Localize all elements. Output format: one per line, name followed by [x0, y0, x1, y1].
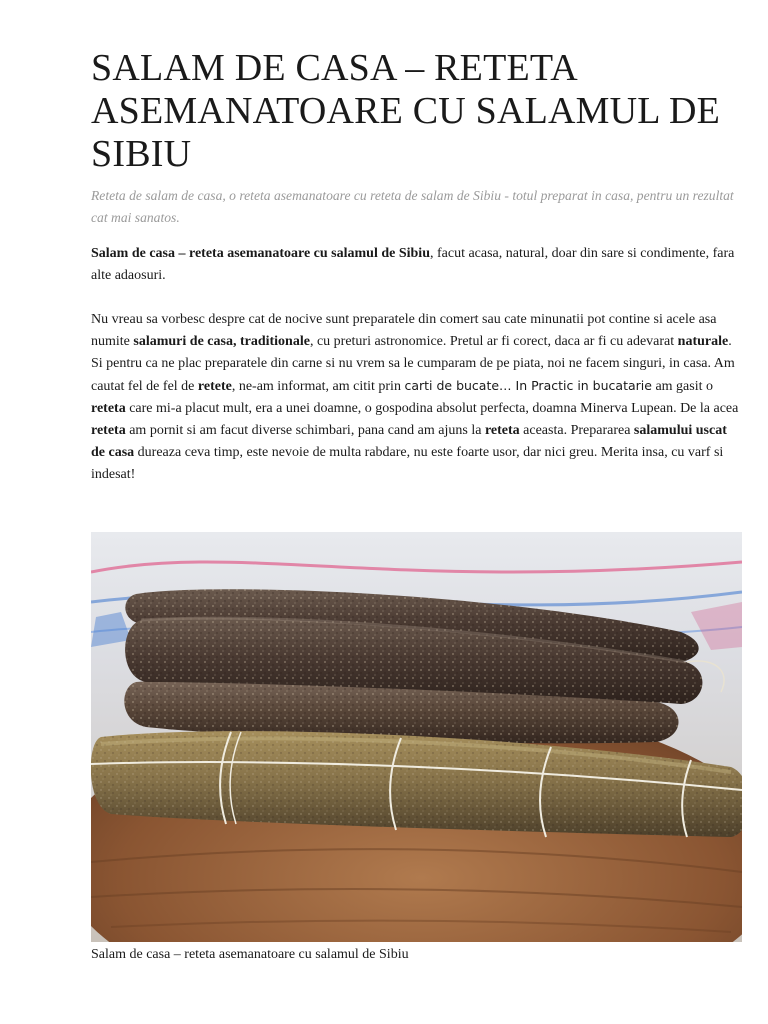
body-bold: reteta — [91, 423, 126, 438]
body-paragraph — [91, 309, 742, 486]
intro-bold: Salam de casa – reteta asemanatoare cu salamul de Sibiu — [91, 246, 430, 261]
body-text: dureaza ceva timp, este nevoie de multa rabdare, nu este foarte usor, dar nici greu. Merita insa, cu varf si indesat! — [91, 445, 724, 482]
body-text: am pornit si am facut diverse schimbari, pana cand am ajuns la — [125, 423, 485, 438]
body-bold: salamuri de casa, traditionale — [133, 334, 310, 349]
body-text: am gasit o — [651, 379, 713, 394]
body-text: Nu vreau sa vorbesc despre cat de nocive sunt preparatele din comert sau cate minunatii pot contine si acele asa numite — [91, 312, 717, 349]
body-bold: naturale — [677, 334, 729, 349]
intro-paragraph — [91, 243, 742, 287]
body-text: care mi-a placut mult, era a unei doamne, o gospodina absolut perfecta, doamna Minerva Lupean. De la acea — [125, 401, 739, 416]
body-bold: reteta — [91, 401, 126, 416]
page-title: SALAM DE CASA – RETETA ASEMANATOARE CU SALAMUL DE SIBIU — [91, 47, 721, 175]
body-text: . Si pentru ca ne plac preparatele din carne si nu vrem sa le cumparam de pe piata, noi ne facem singuri, in casa. Am cautat fel de fel de — [91, 334, 735, 394]
body-sans-text: carti de bucate… In Practic in bucatarie — [404, 378, 652, 393]
body-text: , ne-am informat, am citit prin — [231, 379, 405, 394]
body-text: , cu preturi astronomice. Pretul ar fi corect, daca ar fi cu adevarat — [309, 334, 678, 349]
salami-photo — [91, 532, 742, 942]
article-subtitle: Reteta de salam de casa, o reteta asemanatoare cu reteta de salam de Sibiu - totul preparat in casa, pentru un rezultat cat mai sanatos. — [91, 188, 734, 225]
photo-caption: Salam de casa – reteta asemanatoare cu salamul de Sibiu — [91, 947, 409, 962]
body-text: aceasta. Prepararea — [519, 423, 634, 438]
intro-text: , facut acasa, natural, doar din sare si condimente, fara alte adaosuri. — [91, 246, 735, 283]
article — [91, 0, 742, 486]
body-bold: retete — [197, 379, 232, 394]
body-bold: salamului uscat de casa — [91, 423, 727, 460]
body-bold: reteta — [484, 423, 520, 438]
